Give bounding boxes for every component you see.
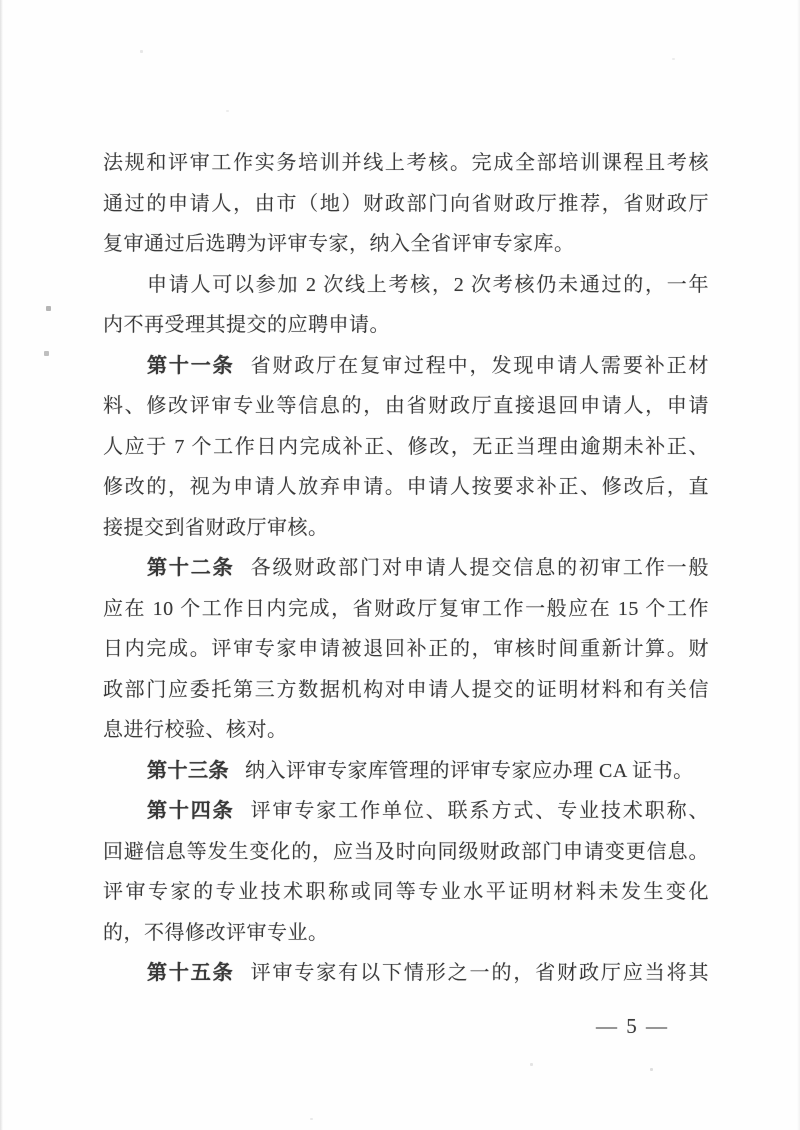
article-number: 第十四条	[147, 800, 235, 822]
scan-speck	[44, 351, 49, 356]
article-number: 第十三条	[147, 759, 229, 782]
line-text: 人应于 7 个工作日内完成补正、修改，无正当理由逾期未补正、	[103, 435, 709, 458]
line-text: 复审通过后选聘为评审专家，纳入全省评审专家库。	[103, 233, 575, 255]
document-line	[103, 670, 709, 711]
document-line	[103, 467, 709, 508]
article-number: 第十二条	[147, 557, 235, 579]
line-text: 省财政厅在复审过程中，发现申请人需要补正材	[250, 354, 710, 377]
line-text: 通过的申请人，由市（地）财政部门向省财政厅推荐，省财政厅	[103, 192, 709, 215]
document-line	[103, 913, 709, 954]
document-line	[103, 346, 709, 387]
line-text: 评审专家有以下情形之一的，省财政厅应当将其	[250, 962, 710, 984]
document-line	[103, 386, 709, 427]
document-body	[103, 143, 709, 994]
article-number: 第十五条	[147, 962, 235, 984]
document-line	[103, 953, 709, 994]
document-line	[103, 751, 709, 792]
line-text: 息进行校验、核对。	[103, 719, 288, 741]
document-line	[103, 265, 709, 306]
line-text: 申请人可以参加 2 次线上考核，2 次考核仍未通过的，一年	[147, 273, 709, 296]
line-text: 评审专家的专业技术职称或同等专业水平证明材料未发生变化	[103, 881, 709, 903]
document-line	[103, 791, 709, 832]
document-line	[103, 143, 709, 184]
line-text: 回避信息等发生变化的，应当及时向同级财政部门申请变更信息。	[103, 840, 709, 863]
scan-speck	[650, 1068, 653, 1071]
line-text: 评审专家工作单位、联系方式、专业技术职称、	[250, 800, 710, 822]
article-number: 第十一条	[147, 354, 235, 377]
line-text: 政部门应委托第三方数据机构对申请人提交的证明材料和有关信	[103, 678, 709, 701]
document-line	[103, 508, 709, 549]
line-text: 纳入评审专家库管理的评审专家应办理 CA 证书。	[245, 759, 694, 782]
line-text: 法规和评审工作实务培训并线上考核。完成全部培训课程且考核	[103, 152, 709, 174]
line-text: 日内完成。评审专家申请被退回补正的，审核时间重新计算。财	[103, 638, 709, 660]
document-line	[103, 872, 709, 913]
scan-speck	[310, 1118, 313, 1120]
scan-speck	[672, 58, 675, 60]
scan-speck	[226, 110, 229, 112]
scan-speck	[46, 306, 51, 311]
document-line	[103, 832, 709, 873]
line-text: 修改的，视为申请人放弃申请。申请人按要求补正、修改后，直	[103, 476, 709, 498]
document-line	[103, 427, 709, 468]
line-text: 各级财政部门对申请人提交信息的初审工作一般	[250, 557, 710, 579]
line-text: 的，不得修改评审专业。	[103, 921, 329, 944]
document-line	[103, 305, 709, 346]
page-number: — 5 —	[596, 1014, 669, 1038]
line-text: 内不再受理其提交的应聘申请。	[103, 314, 390, 336]
document-line	[103, 629, 709, 670]
scan-edge-shadow-left	[0, 0, 3, 1130]
line-text: 料、修改评审专业等信息的，由省财政厅直接退回申请人，申请	[103, 395, 709, 417]
document-line	[103, 184, 709, 225]
scan-speck	[530, 1063, 533, 1066]
scan-speck	[140, 50, 143, 53]
document-line	[103, 589, 709, 630]
document-line	[103, 710, 709, 751]
document-line	[103, 224, 709, 265]
line-text: 接提交到省财政厅审核。	[103, 516, 329, 539]
line-text: 应在 10 个工作日内完成，省财政厅复审工作一般应在 15 个工作	[103, 597, 709, 620]
document-line	[103, 548, 709, 589]
